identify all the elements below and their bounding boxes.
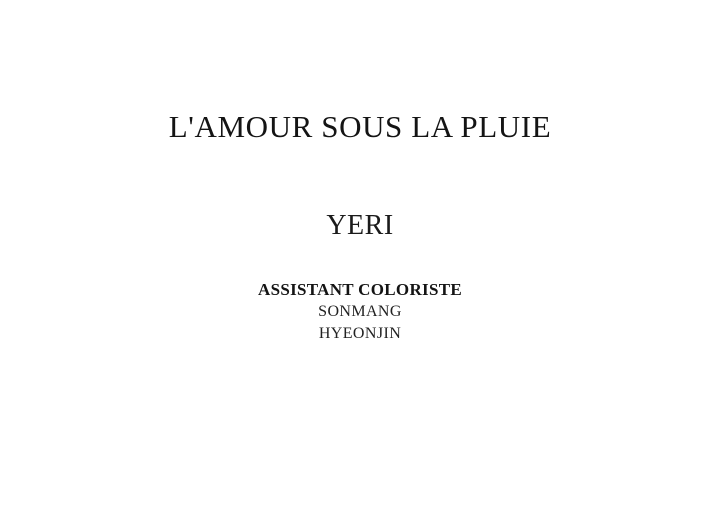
page-title: L'AMOUR SOUS LA PLUIE	[168, 109, 552, 144]
assistant-name-list	[0, 301, 720, 345]
author-name: YERI	[326, 210, 394, 241]
assistant-name: SONMANG	[318, 303, 402, 320]
role-heading: ASSISTANT COLORISTE	[258, 280, 462, 299]
assistant-name: HYEONJIN	[318, 325, 402, 342]
